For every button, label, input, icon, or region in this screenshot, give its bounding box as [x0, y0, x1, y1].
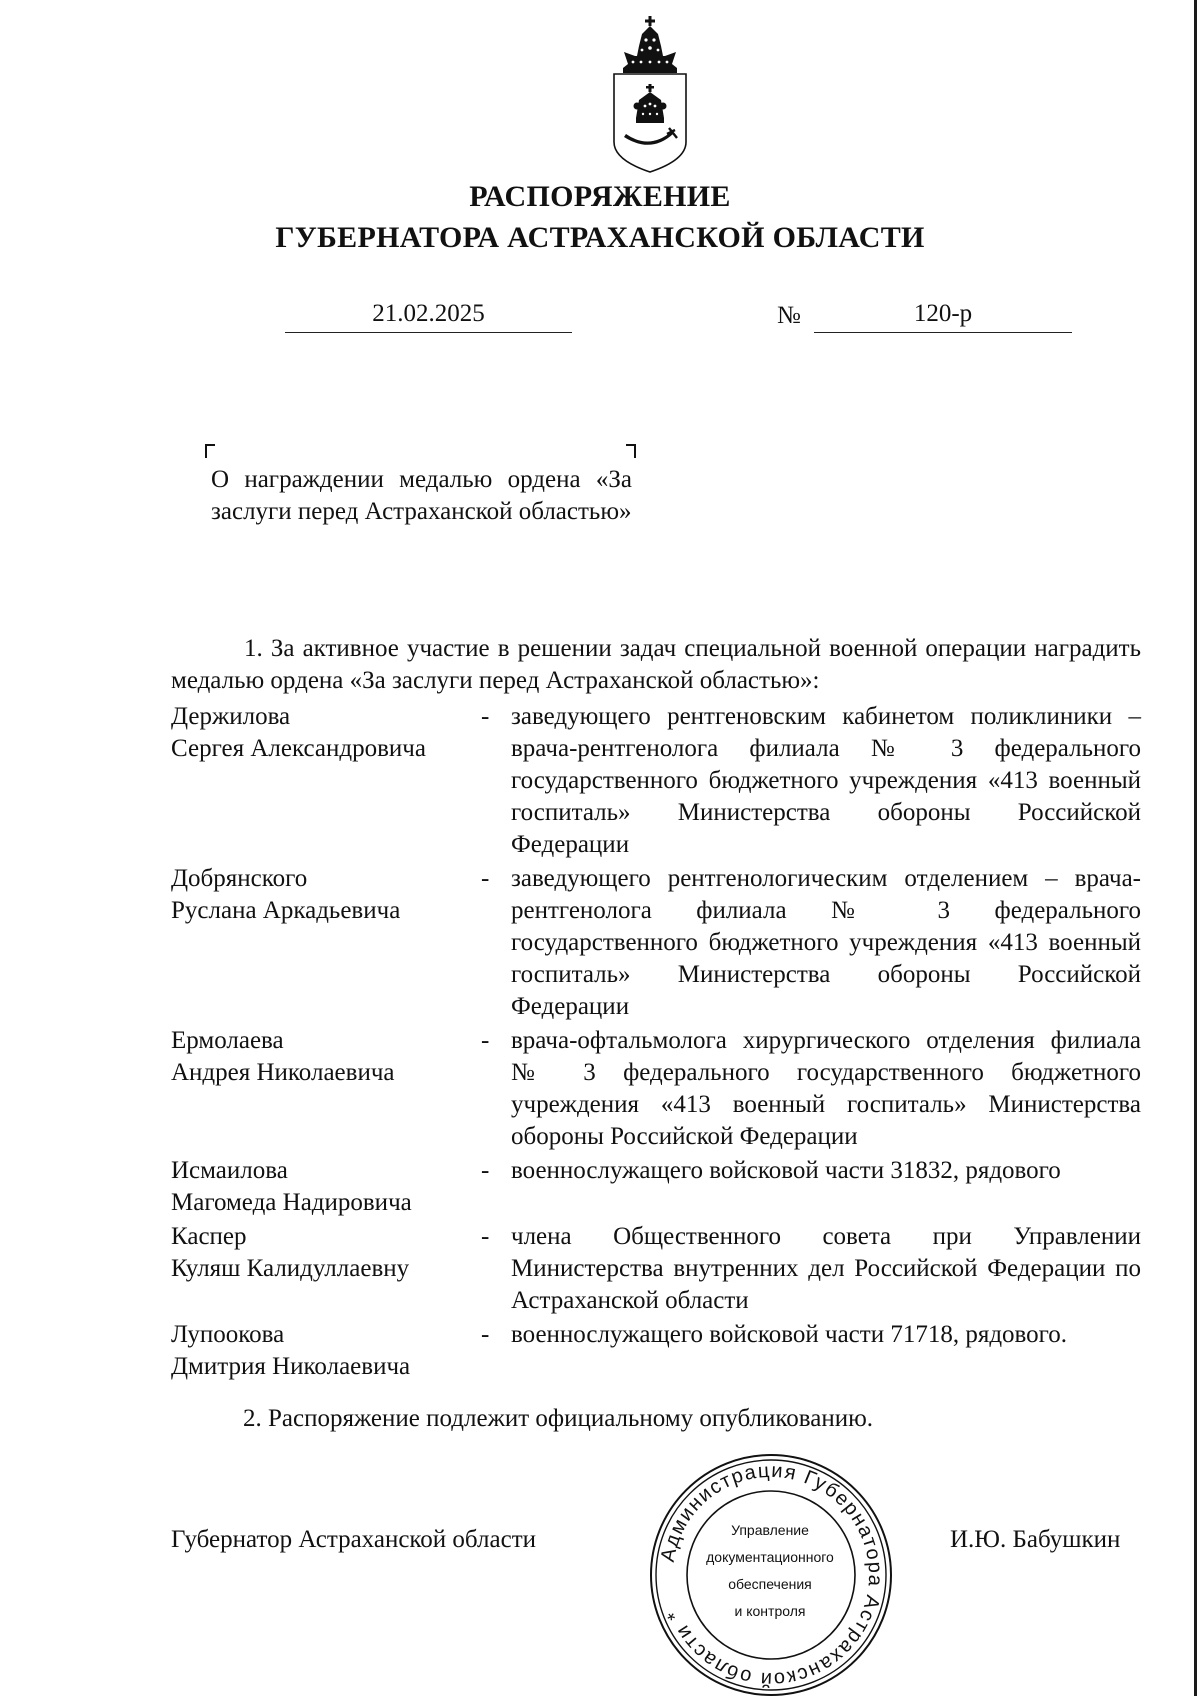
issuing-authority-title: ГУБЕРНАТОРА АСТРАХАНСКОЙ ОБЛАСТИ: [275, 221, 925, 254]
subject-corner-right: [626, 444, 636, 458]
stamp-line-2: документационного: [706, 1549, 834, 1565]
awardee-given-names: Куляш Калидуллаевну: [171, 1255, 410, 1282]
awardee-position: военнослужащего войсковой части 71718, рядового.: [511, 1321, 1068, 1348]
document-type-title: РАСПОРЯЖЕНИЕ: [469, 180, 731, 213]
document-number: 120-р: [814, 298, 1072, 333]
awardee-dash: -: [481, 1027, 490, 1054]
number-sign: №: [777, 302, 801, 329]
awardee-surname: Держилова: [171, 703, 291, 730]
stamp-inner-text: [690, 1517, 850, 1625]
stamp-line-4: и контроля: [734, 1603, 806, 1619]
awardee-given-names: Андрея Николаевича: [171, 1059, 395, 1086]
paragraph-2: 2. Распоряжение подлежит официальному опубликованию.: [243, 1405, 874, 1432]
subject-corner-left: [205, 444, 215, 458]
awardee-position: заведующего рентгенологическим отделением – врача-рентгенолога филиала № 3 федерального государственного бюджетного учреждения «413 военный госпиталь» Министерства обороны Российской Федерации: [511, 865, 1141, 1020]
awardee-surname: Каспер: [171, 1223, 247, 1250]
awardee-given-names: Дмитрия Николаевича: [171, 1353, 411, 1380]
awardee-dash: -: [481, 865, 490, 892]
document-subject: О награждении медалью ордена «За заслуги перед Астраханской областью»: [211, 466, 632, 525]
awardee-dash: -: [481, 1223, 490, 1250]
awardee-position: военнослужащего войсковой части 31832, рядового: [511, 1157, 1061, 1184]
awardee-name: [171, 1221, 481, 1317]
awardee-surname: Ермолаева: [171, 1027, 284, 1054]
awardee-dash: -: [481, 1157, 490, 1184]
signer-name: И.Ю. Бабушкин: [950, 1526, 1121, 1553]
awardee-position: заведующего рентгеновским кабинетом поликлиники – врача-рентгенолога филиала № 3 федерального государственного бюджетного учреждения «413 военный госпиталь» Министерства обороны Российской Федерации: [511, 703, 1141, 858]
awardee-name: [171, 701, 481, 861]
paragraph-1: 1. За активное участие в решении задач специальной военной операции наградить медалью ордена «За заслуги перед Астраханской областью»:: [171, 635, 1141, 694]
awardee-position: врача-офтальмолога хирургического отделения филиала № 3 федерального государственного бюджетного учреждения «413 военный госпиталь» Министерства обороны Российской Федерации: [511, 1027, 1141, 1150]
awardee-row: [171, 1319, 1141, 1383]
awardee-surname: Добрянского: [171, 865, 308, 892]
awardee-row: [171, 1025, 1141, 1153]
astrakhan-coat-of-arms-icon: [609, 16, 691, 174]
awardee-row: [171, 1155, 1141, 1219]
awardee-given-names: Сергея Александровича: [171, 735, 426, 762]
stamp-line-3: обеспечения: [728, 1576, 812, 1592]
document-date: 21.02.2025: [285, 298, 572, 333]
awardee-name: [171, 1155, 481, 1219]
stamp-line-1: Управление: [731, 1522, 809, 1538]
awardee-list: [171, 701, 1141, 1383]
awardee-surname: Лупоокова: [171, 1321, 285, 1348]
signer-title: Губернатор Астраханской области: [171, 1526, 537, 1553]
awardee-row: [171, 701, 1141, 861]
awardee-dash: -: [481, 1321, 490, 1348]
awardee-row: [171, 863, 1141, 1023]
awardee-surname: Исмаилова: [171, 1157, 288, 1184]
awardee-name: [171, 863, 481, 1023]
awardee-name: [171, 1025, 481, 1153]
awardee-position: члена Общественного совета при Управлении Министерства внутренних дел Российской Федерации по Астраханской области: [511, 1223, 1141, 1314]
awardee-name: [171, 1319, 481, 1383]
awardee-given-names: Руслана Аркадьевича: [171, 897, 401, 924]
awardee-row: [171, 1221, 1141, 1317]
awardee-given-names: Магомеда Надировича: [171, 1189, 412, 1216]
stamp-ring-text: Администрация Губернатора Астраханской области *: [656, 1459, 887, 1691]
awardee-dash: -: [481, 703, 490, 730]
